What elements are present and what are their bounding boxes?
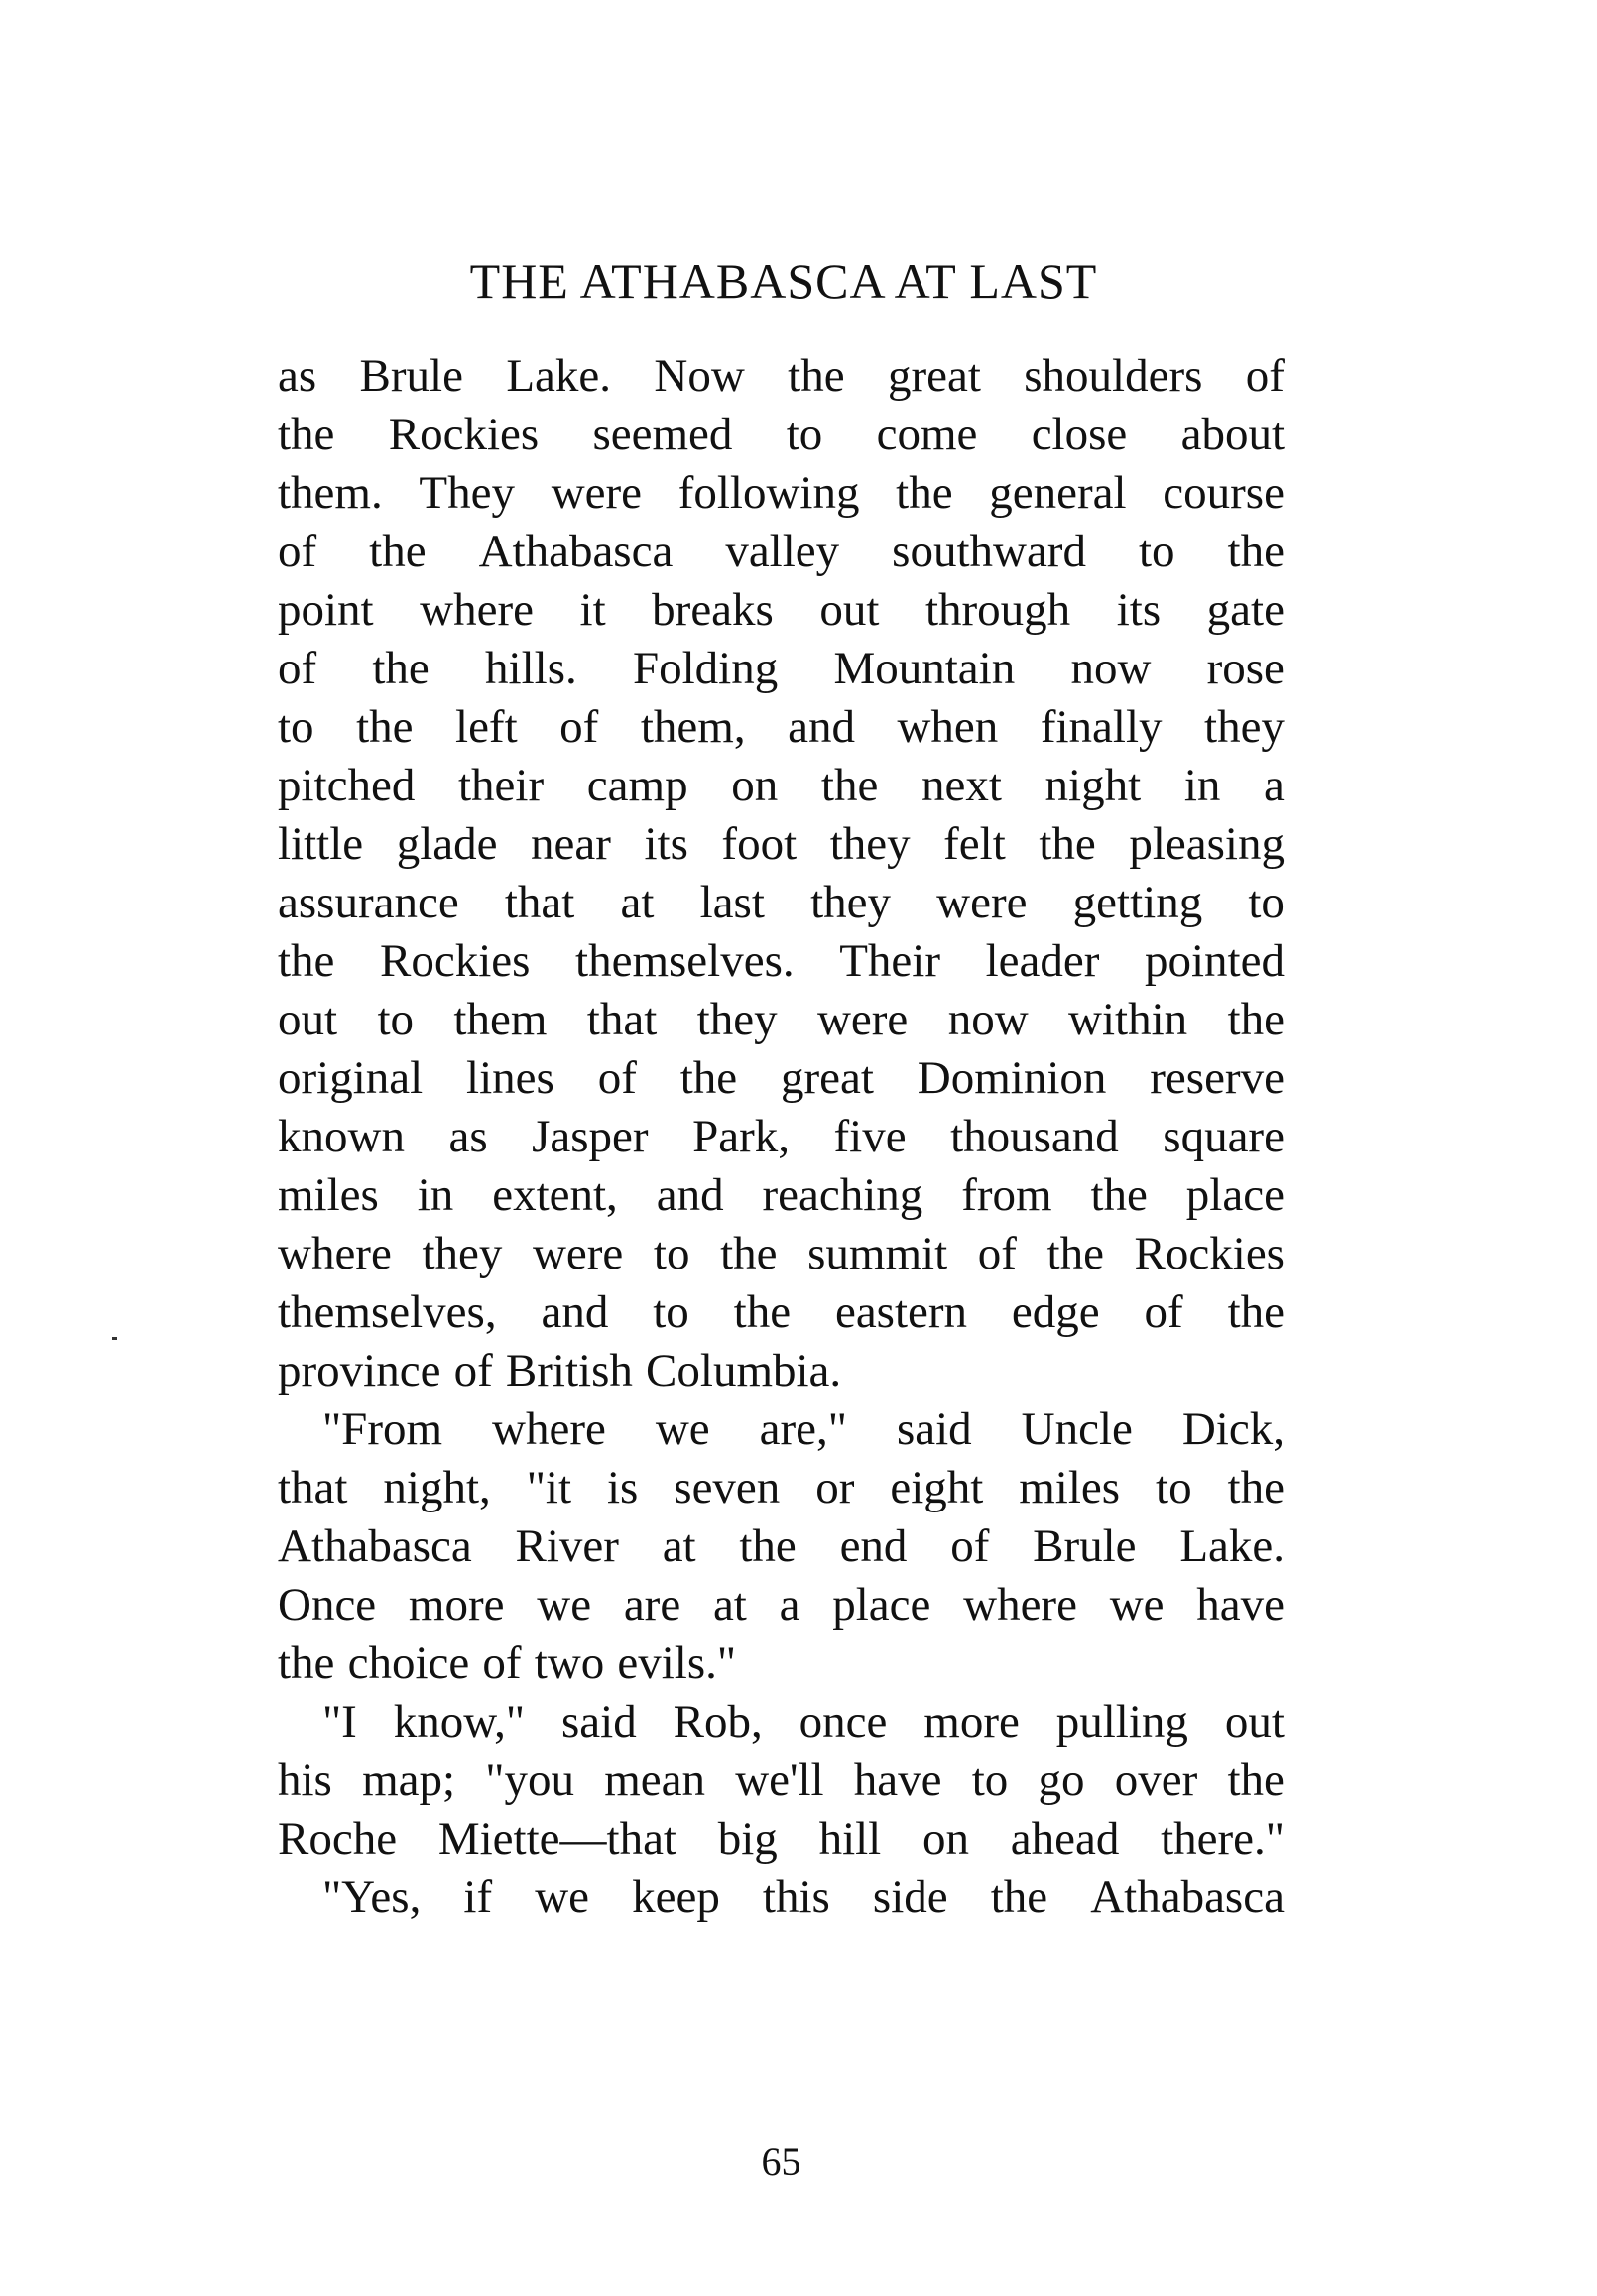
word: next [921,760,1002,811]
word: themselves. [575,935,795,987]
word: seemed [592,409,733,460]
word: and [656,1169,724,1221]
word: two [534,1637,605,1689]
word: Athabasca [278,1520,472,1572]
word: and [541,1286,609,1338]
word: them [453,994,548,1045]
text-line [278,1400,1285,1459]
word: shoulders [1024,350,1203,402]
word: felt [943,818,1006,870]
word: night [1044,760,1142,811]
word: pitched [278,760,416,811]
word: we'll [735,1754,824,1806]
word: summit [807,1228,948,1279]
word: as [278,350,317,402]
word: seven [674,1462,781,1513]
word: this [762,1872,830,1923]
word: the [720,1228,778,1279]
word: of [482,1637,522,1689]
word: and [788,701,855,753]
word: Athabasca [478,526,674,577]
word: "From [322,1403,443,1455]
word: where [492,1403,606,1455]
word: Mountain [833,643,1016,694]
word: British [505,1345,633,1396]
word: miles [1019,1462,1121,1513]
word: there." [1161,1813,1285,1865]
word: that [586,994,658,1045]
word: in [1183,760,1221,811]
word: Athabasca [1090,1872,1285,1923]
word: to [1156,1462,1192,1513]
word: Rockies [1134,1228,1285,1279]
word: we [535,1872,590,1923]
word: Dominion [917,1052,1107,1104]
word: where [963,1579,1077,1631]
word: the [1039,818,1096,870]
word: now [947,994,1029,1045]
word: we [537,1579,592,1631]
word: have [853,1754,942,1806]
margin-speck [112,1337,117,1340]
word: or [815,1462,855,1513]
word: more [923,1696,1020,1748]
word: Folding [632,643,779,694]
word: were [816,994,909,1045]
word: to [1138,526,1175,577]
word: thousand [950,1111,1119,1162]
word: night, [383,1462,491,1513]
text-line [278,464,1285,523]
word: said [560,1696,637,1748]
word: his [278,1754,332,1806]
word: great [780,1052,874,1104]
word: hill [818,1813,882,1865]
word: River [515,1520,619,1572]
word: Brule [1033,1520,1137,1572]
word: five [833,1111,907,1162]
word: have [1196,1579,1285,1631]
text-line [278,1225,1285,1283]
word: leader [985,935,1100,987]
word: the [1227,1462,1285,1513]
word: Rockies [380,935,531,987]
word: to [653,1286,689,1338]
word: of [278,643,317,694]
word: "it [526,1462,572,1513]
word: Miette—that [437,1813,676,1865]
text-line [278,815,1285,874]
word: come [876,409,978,460]
word: the [369,526,427,577]
word: glade [396,818,498,870]
word: pulling [1055,1696,1188,1748]
word: keep [632,1872,720,1923]
text-line [278,1810,1285,1869]
word: Now [654,350,745,402]
body-text [278,347,1285,1927]
word: hills. [485,643,577,694]
text-line [278,1283,1285,1342]
word: assurance [278,877,459,928]
text-line [278,1342,1285,1400]
word: the [990,1872,1048,1923]
word: its [644,818,688,870]
word: eight [890,1462,984,1513]
word: Rob, [673,1696,763,1748]
text-line [278,1869,1285,1927]
text-line [278,523,1285,581]
word: that [278,1462,348,1513]
word: big [717,1813,778,1865]
word: pointed [1144,935,1285,987]
word: Their [839,935,940,987]
word: side [872,1872,948,1923]
word: square [1163,1111,1285,1162]
word: as [448,1111,488,1162]
word: Park, [692,1111,790,1162]
word: if [463,1872,493,1923]
word: on [922,1813,969,1865]
word: ahead [1010,1813,1120,1865]
word: extent, [492,1169,618,1221]
word: where [420,584,534,636]
word: near [531,818,611,870]
word: when [897,701,999,753]
text-line [278,757,1285,815]
word: They [419,467,515,519]
word: were [532,1228,624,1279]
word: to [377,994,415,1045]
word: finally [1040,701,1163,753]
word: of [453,1345,493,1396]
word: left [455,701,518,753]
word: following [677,467,860,519]
text-line [278,1517,1285,1576]
word: edge [1011,1286,1100,1338]
word: mean [604,1754,705,1806]
word: the [1227,994,1285,1045]
word: place [832,1579,931,1631]
word: point [278,584,374,636]
word: to [653,1228,690,1279]
word: Columbia. [646,1345,842,1396]
page-number: 65 [761,2139,801,2184]
word: rose [1206,643,1285,694]
word: southward [892,526,1086,577]
word: of [559,701,599,753]
word: within [1068,994,1188,1045]
word: Once [278,1579,377,1631]
word: pleasing [1129,818,1285,870]
word: "Yes, [322,1872,422,1923]
word: a [779,1579,800,1631]
word: reserve [1150,1052,1285,1104]
text-line [278,347,1285,406]
word: at [712,1579,747,1631]
word: more [408,1579,505,1631]
word: the [679,1052,738,1104]
word: on [731,760,779,811]
word: Lake. [1179,1520,1285,1572]
word: the [278,409,335,460]
word: general [989,467,1127,519]
text-line [278,1693,1285,1752]
word: were [551,467,643,519]
word: we [1109,1579,1165,1631]
text-line [278,991,1285,1049]
text-line [278,1049,1285,1108]
running-head: THE ATHABASCA AT LAST [469,253,1098,308]
word: the [896,467,953,519]
word: the [278,1637,335,1689]
word: of [597,1052,637,1104]
word: Roche [278,1813,398,1865]
word: we [655,1403,710,1455]
word: out [1224,1696,1285,1748]
word: they [829,818,911,870]
word: original [278,1052,424,1104]
word: the [1227,526,1285,577]
word: once [798,1696,888,1748]
word: Jasper [532,1111,649,1162]
word: that [504,877,575,928]
word: to [278,701,314,753]
word: over [1114,1754,1198,1806]
word: where [278,1228,392,1279]
word: last [699,877,765,928]
word: choice [347,1637,470,1689]
word: a [1264,760,1285,811]
word: of [977,1228,1017,1279]
word: getting [1072,877,1203,928]
word: miles [278,1169,379,1221]
word: its [1116,584,1162,636]
word: Brule [359,350,463,402]
word: them. [278,467,383,519]
text-line [278,1576,1285,1634]
word: the [788,350,845,402]
word: they [696,994,778,1045]
word: Uncle [1021,1403,1133,1455]
word: little [278,818,364,870]
word: them, [640,701,746,753]
word: the [278,935,335,987]
word: their [458,760,545,811]
text-line [278,1752,1285,1810]
word: to [1248,877,1285,928]
word: Rockies [388,409,540,460]
word: go [1038,1754,1085,1806]
word: breaks [652,584,774,636]
word: at [620,877,655,928]
word: is [606,1462,639,1513]
word: the [820,760,879,811]
word: map; [362,1754,456,1806]
word: lines [466,1052,554,1104]
word: through [924,584,1071,636]
word: in [417,1169,454,1221]
text-line [278,640,1285,698]
word: said [896,1403,972,1455]
word: place [1185,1169,1285,1221]
word: camp [586,760,688,811]
word: out [278,994,338,1045]
word: they [810,877,891,928]
word: know," [393,1696,526,1748]
word: "you [485,1754,574,1806]
word: to [971,1754,1009,1806]
word: are [623,1579,681,1631]
word: known [278,1111,405,1162]
word: the [733,1286,792,1338]
word: of [950,1520,990,1572]
word: close [1031,409,1128,460]
word: are," [759,1403,847,1455]
text-line [278,1459,1285,1517]
word: the [1046,1228,1104,1279]
word: themselves, [278,1286,497,1338]
word: out [819,584,880,636]
text-line [278,406,1285,464]
word: at [662,1520,696,1572]
word: it [579,584,606,636]
text-line [278,581,1285,640]
text-line [278,1166,1285,1225]
word: reaching [762,1169,923,1221]
word: were [936,877,1028,928]
word: the [1227,1286,1285,1338]
word: now [1070,643,1152,694]
text-line [278,698,1285,757]
word: "I [322,1696,357,1748]
word: course [1163,467,1285,519]
word: valley [725,526,840,577]
word: they [422,1228,503,1279]
word: the [1090,1169,1148,1221]
word: of [1144,1286,1183,1338]
text-line [278,1634,1285,1693]
text-line [278,874,1285,932]
word: of [1245,350,1285,402]
word: great [887,350,981,402]
text-line [278,932,1285,991]
word: gate [1206,584,1285,636]
word: the [1227,1754,1285,1806]
word: to [786,409,823,460]
word: they [1204,701,1285,753]
word: Lake. [506,350,612,402]
word: the [372,643,430,694]
text-line [278,1108,1285,1166]
word: province [278,1345,441,1396]
word: the [739,1520,797,1572]
word: from [961,1169,1052,1221]
word: Dick, [1181,1403,1285,1455]
word: the [356,701,414,753]
word: evils." [617,1637,737,1689]
word: about [1180,409,1285,460]
word: of [278,526,317,577]
word: foot [721,818,798,870]
word: end [839,1520,908,1572]
word: eastern [834,1286,968,1338]
